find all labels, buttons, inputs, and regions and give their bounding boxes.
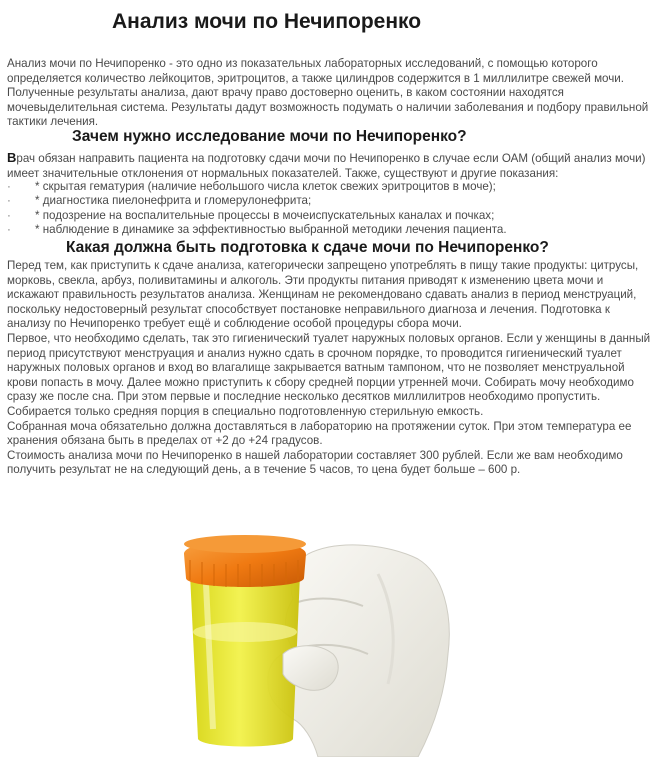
list-item-text: * наблюдение в динамике за эффективностью выбранной методики лечения пациента.: [35, 223, 507, 237]
bullet-icon: ·: [7, 223, 11, 237]
urine-container-photo: [118, 514, 460, 757]
section2-paragraph-1: Перед тем, как приступить к сдаче анализа, категорически запрещено употреблять в пищу такие продукты: цитрусы, морковь, свекла, арбуз, поливитамины и алкоголь. Эти продукты питания приводят к изменению цвета мочи и искажают правильность результатов анализа. Женщинам не рекомендовано сдавать анализ в период менструаций, поскольку недостоверный результат способствует постановке неправильного диагноза и лечения. Подготовка к анализу по Нечипоренко требует ещё и соблюдение особой процедуры сбора мочи.: [7, 259, 639, 331]
section2-paragraph-3: Собранная моча обязательно должна доставляться в лабораторию на протяжении суток. При этом температура ее хранения обязана быть в пределах от +2 до +24 градусов.: [7, 419, 632, 448]
section1-paragraph: [7, 151, 655, 181]
intro-paragraph: Анализ мочи по Нечипоренко - это одно из показательных лабораторных исследований, с помощью которого определяется количество лейкоцитов, эритроцитов, а также цилиндров содержится в 1 миллилитре свежей мочи. Полученные результаты анализа, дают врачу право достоверно оценить, в каком состоянии находятся мочевыделительная система. Результаты дадут возможность подумать о наличии заболевания и подбору правильной тактики лечения.: [7, 57, 649, 129]
list-item: [7, 194, 647, 208]
bullet-icon: ·: [7, 208, 11, 222]
dropcap-letter: В: [7, 150, 17, 165]
list-item-text: * диагностика пиелонефрита и гломерулонефрита;: [35, 194, 312, 208]
section2-paragraph-2: Первое, что необходимо сделать, так это гигиенический туалет наружных половых органов. Если у женщины в данный период присутствуют менструация и анализ нужно сдать в срочном порядке, то проводится гигиенический туалет наружных половых органов и вход во влагалище закрывается ватным тампоном, что не позволяет менструальной крови попасть в мочу. Далее можно приступить к сбору средней порции утренней мочи. Собирать мочу необходимо сразу же после сна. При этом первые и последние несколько десятков миллилитров необходимо пропустить. Собирается только средняя порция в специально подготовленную стерильную емкость.: [7, 331, 651, 418]
section2-body: [7, 259, 655, 478]
list-item: [7, 223, 647, 237]
section2-paragraph-4: Стоимость анализа мочи по Нечипоренко в нашей лаборатории составляет 300 рублей. Если же вам необходимо получить результат не на следующий день, а в течение 5 часов, то цена будет больше – 600 р.: [7, 448, 623, 477]
list-item-text: * подозрение на воспалительные процессы в мочеиспускательных каналах и почках;: [35, 208, 495, 222]
bullet-icon: ·: [7, 180, 11, 193]
page-title: Анализ мочи по Нечипоренко: [112, 10, 422, 33]
section1-text: рач обязан направить пациента на подготовку сдачи мочи по Нечипоренко в случае если ОАМ (общий анализ мочи) имеет значительные отклонения от нормальных показателей. Также, существуют и другие показания:: [7, 152, 646, 180]
section1-heading: Зачем нужно исследование мочи по Нечипоренко?: [72, 128, 467, 145]
bullet-icon: ·: [7, 194, 11, 208]
section2-heading: Какая должна быть подготовка к сдаче мочи по Нечипоренко?: [66, 239, 549, 256]
list-item: [7, 180, 647, 194]
indications-list: [7, 180, 647, 238]
list-item: [7, 209, 647, 223]
list-item-text: * скрытая гематурия (наличие небольшого числа клеток свежих эритроцитов в моче);: [35, 180, 496, 193]
